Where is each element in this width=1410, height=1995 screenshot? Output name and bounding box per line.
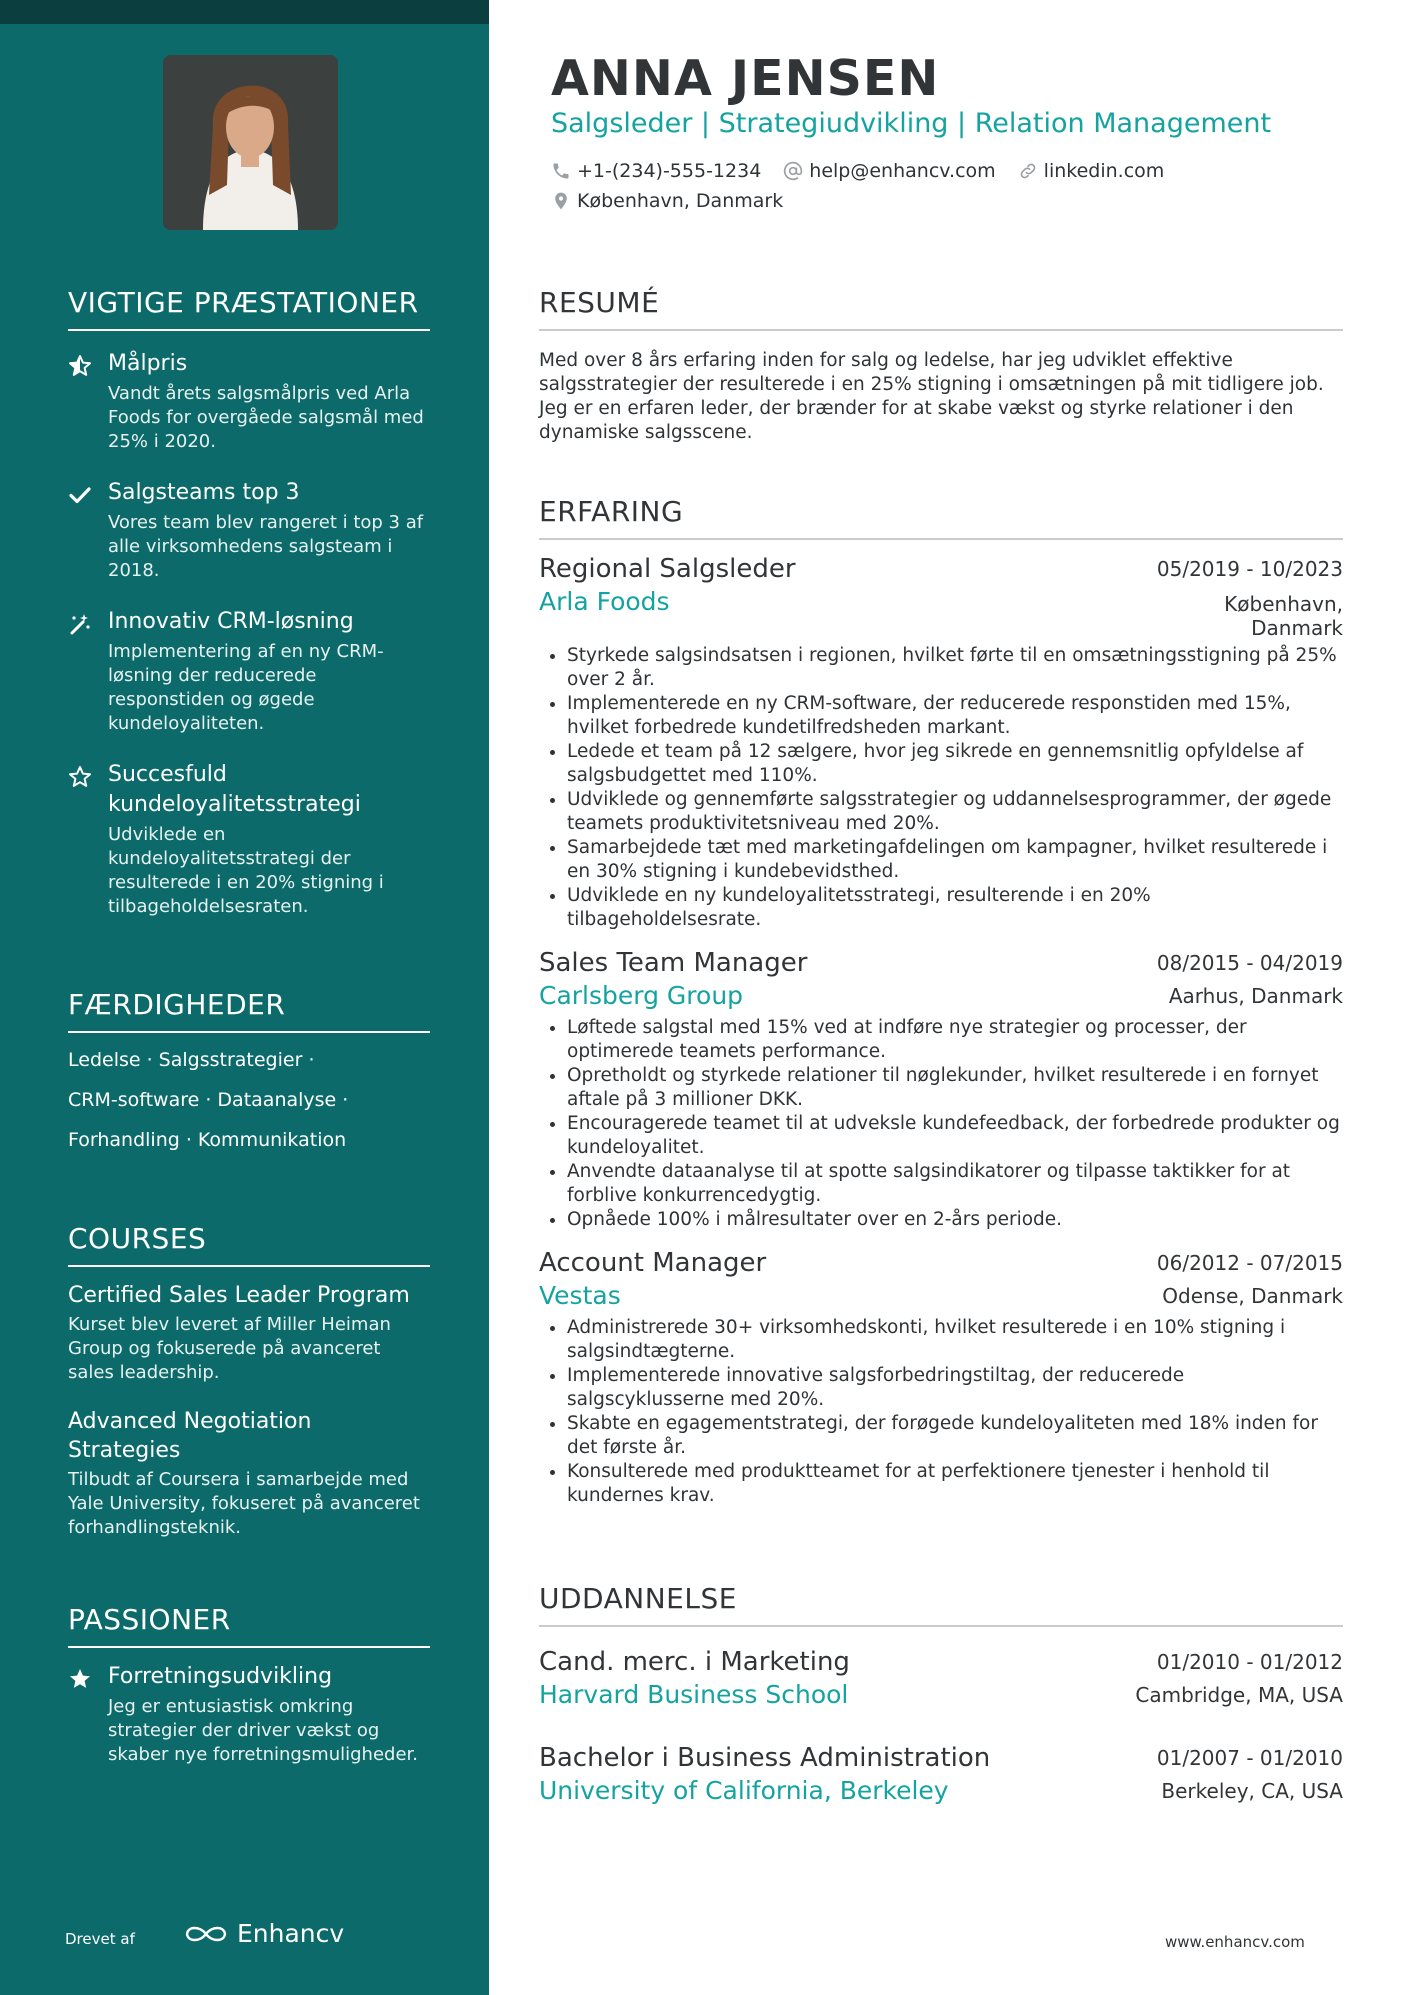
achievement-item (68, 478, 430, 583)
job-dates: 05/2019 - 10/2023 (1156, 557, 1343, 581)
bullet-item: • Styrkede salgsindsatsen i regionen, hvilket førte til en omsætningsstigning på 25% over 2 år. (567, 644, 1343, 692)
enhancv-logo[interactable] (183, 1919, 344, 1948)
job-location-line: København, (1224, 592, 1343, 616)
summary-title: RESUMÉ (539, 286, 1343, 331)
education-dates: 01/2007 - 01/2010 (1156, 1746, 1343, 1770)
passions-title: PASSIONER (68, 1603, 430, 1648)
company-name: Arla Foods (539, 587, 670, 616)
course-desc: Tilbudt af Coursera i samarbejde med Yale University, fokuseret på avanceret forhandlingsteknik. (68, 1469, 420, 1538)
courses-section (68, 1222, 430, 1540)
phone-icon (551, 161, 571, 181)
passion-item (68, 1662, 430, 1767)
bullet-item: • Implementerede en ny CRM-software, der reducerede responstiden med 15%, hvilket forbedrede kundetilfredsheden markant. (567, 692, 1343, 740)
experience-title: ERFARING (539, 495, 1343, 540)
company-name: Vestas (539, 1281, 621, 1310)
education-entry (539, 1645, 1343, 1711)
location-contact (551, 190, 783, 212)
bullet-item: • Anvendte dataanalyse til at spotte salgsindikatorer og tilpasse taktikker for at forblive konkurrencedygtig. (567, 1160, 1343, 1208)
course-title: Advanced Negotiation Strategies (68, 1409, 312, 1463)
passion-desc: Jeg er entusiastisk omkring strategier der driver vækst og skaber nye forretningsmuligheder. (108, 1696, 419, 1765)
star-outline-icon (68, 765, 92, 789)
bullet-item: • Encouragerede teamet til at udveksle kundefeedback, der forbedrede produkter og kundeloyalitet. (567, 1112, 1343, 1160)
experience-section (539, 495, 1343, 1508)
school-name: University of California, Berkeley (539, 1776, 949, 1805)
skills-title: FÆRDIGHEDER (68, 988, 430, 1033)
phone-text: +1-(234)-555-1234 (577, 160, 762, 182)
bullet-item: • Udviklede og gennemførte salgsstrategier og uddannelsesprogrammer, der øgede teamets produktivitetsniveau med 20%. (567, 788, 1343, 836)
powered-by-label: Drevet af (65, 1930, 135, 1948)
education-entry (539, 1741, 1343, 1807)
job-entry (539, 1246, 1343, 1508)
achievement-item (68, 349, 430, 454)
email-contact[interactable] (783, 160, 995, 182)
bullet-item: • Udviklede en ny kundeloyalitetsstrategi, resulterende i en 20% tilbageholdelsesrate. (567, 884, 1343, 932)
sidebar (0, 0, 489, 1995)
passions-section (68, 1603, 430, 1767)
bullet-item: • Administrerede 30+ virksomhedskonti, hvilket resulterede i en 10% stigning i salgsindtægterne. (567, 1316, 1343, 1364)
job-dates: 08/2015 - 04/2019 (1156, 951, 1343, 975)
check-icon (68, 483, 92, 507)
linkedin-text: linkedin.com (1043, 160, 1165, 182)
achievement-title: Målpris (108, 351, 188, 376)
bullet-item: • Skabte en egagementstrategi, der forøgede kundeloyaliteten med 18% inden for det første år. (567, 1412, 1343, 1460)
sidebar-top-bar (0, 0, 489, 24)
job-title: Account Manager (539, 1248, 767, 1278)
bullet-item: • Ledede et team på 12 sælgere, hvor jeg sikrede en gennemsnitlig opfyldelse af salgsbudgettet med 110%. (567, 740, 1343, 788)
degree-title: Cand. merc. i Marketing (539, 1647, 850, 1677)
bullet-item: • Løftede salgstal med 15% ved at indføre nye strategier og processer, der optimerede teamets performance. (567, 1016, 1343, 1064)
star-filled-icon (68, 1667, 92, 1691)
magic-wand-icon (68, 612, 92, 636)
profile-photo (163, 55, 338, 230)
course-item (68, 1407, 430, 1540)
phone-contact[interactable] (551, 160, 761, 182)
headline: Salgsleder | Strategiudvikling | Relation Management (551, 108, 1272, 139)
passion-title: Forretningsudvikling (108, 1664, 333, 1689)
skill-line: Forhandling · Kommunikation (68, 1129, 347, 1151)
job-dates: 06/2012 - 07/2015 (1156, 1251, 1343, 1275)
skills-section (68, 988, 430, 1167)
bullet-item: • Samarbejdede tæt med marketingafdelingen om kampagner, hvilket resulterede i en 30% stigning i kundebevidsthed. (567, 836, 1343, 884)
job-location-line: Danmark (1251, 616, 1343, 640)
star-half-icon (68, 354, 92, 378)
achievement-item (68, 607, 430, 736)
location-text: København, Danmark (577, 190, 784, 212)
link-icon (1018, 161, 1038, 181)
achievements-section (68, 286, 430, 919)
skill-line: Ledelse · Salgsstrategier · (68, 1049, 315, 1071)
course-desc: Kurset blev leveret af Miller Heiman Group og fokuserede på avanceret sales leadership. (68, 1314, 391, 1383)
degree-title: Bachelor i Business Administration (539, 1743, 991, 1773)
achievement-desc: Udviklede en kundeloyalitetsstrategi der resulterede i en 20% stigning i tilbageholdelsesraten. (108, 824, 384, 917)
achievement-item (68, 760, 430, 919)
bullet-item: • Opnåede 100% i målresultater over en 2-års periode. (567, 1208, 1343, 1232)
brand-name: Enhancv (237, 1919, 345, 1948)
job-bullets (539, 1016, 1343, 1232)
course-item (68, 1281, 430, 1385)
infinity-logo-icon (183, 1923, 229, 1945)
bullet-item: • Konsulterede med produktteamet for at perfektionere tjenester i henhold til kundernes krav. (567, 1460, 1343, 1508)
school-location: Cambridge, MA, USA (1135, 1683, 1343, 1707)
job-bullets (539, 644, 1343, 932)
school-location: Berkeley, CA, USA (1161, 1779, 1343, 1803)
achievement-title: Salgsteams top 3 (108, 480, 300, 505)
school-name: Harvard Business School (539, 1680, 849, 1709)
bullet-item: • Opretholdt og styrkede relationer til nøglekunder, hvilket resulterede i en fornyet aftale på 3 millioner DKK. (567, 1064, 1343, 1112)
skill-line: CRM-software · Dataanalyse · (68, 1089, 349, 1111)
summary-text: Med over 8 års erfaring inden for salg og ledelse, har jeg udviklet effektive salgsstrategier der resulterede i en 25% stigning i omsætningen på mit tidligere job. Jeg er en erfaren leder, der brænder for at skabe vækst og styrke relationer i den dynamiske salgsscene. (539, 350, 1324, 443)
company-name: Carlsberg Group (539, 981, 744, 1010)
job-title: Sales Team Manager (539, 948, 808, 978)
contact-row (551, 160, 1164, 182)
summary-section (539, 286, 1343, 445)
location-pin-icon (551, 191, 571, 211)
job-entry (539, 552, 1343, 932)
candidate-name: ANNA JENSEN (551, 50, 940, 107)
job-bullets (539, 1316, 1343, 1508)
course-title: Certified Sales Leader Program (68, 1283, 410, 1308)
education-title: UDDANNELSE (539, 1582, 1343, 1627)
achievement-title: Succesfuld kundeloyalitetsstrategi (108, 762, 361, 817)
bullet-item: • Implementerede innovative salgsforbedringstiltag, der reducerede salgscyklusserne med 20%. (567, 1364, 1343, 1412)
job-location (1224, 592, 1343, 640)
achievement-desc: Vores team blev rangeret i top 3 af alle virksomhedens salgsteam i 2018. (108, 512, 424, 581)
achievements-title: VIGTIGE PRÆSTATIONER (68, 286, 430, 331)
linkedin-contact[interactable] (1018, 160, 1165, 182)
at-icon (783, 161, 803, 181)
education-section (539, 1582, 1343, 1807)
location-row (551, 190, 783, 212)
email-text: help@enhancv.com (809, 160, 996, 182)
education-dates: 01/2010 - 01/2012 (1156, 1650, 1343, 1674)
job-location: Odense, Danmark (1162, 1284, 1343, 1308)
job-entry (539, 946, 1343, 1232)
achievement-desc: Vandt årets salgsmålpris ved Arla Foods for overgåede salgsmål med 25% i 2020. (108, 383, 424, 452)
achievement-title: Innovativ CRM-løsning (108, 609, 354, 634)
job-location: Aarhus, Danmark (1168, 984, 1343, 1008)
job-title: Regional Salgsleder (539, 554, 796, 584)
achievement-desc: Implementering af en ny CRM-løsning der reducerede responstiden og øgede kundeloyaliteten. (108, 641, 384, 734)
website-link[interactable]: www.enhancv.com (1165, 1933, 1305, 1951)
courses-title: COURSES (68, 1222, 430, 1267)
